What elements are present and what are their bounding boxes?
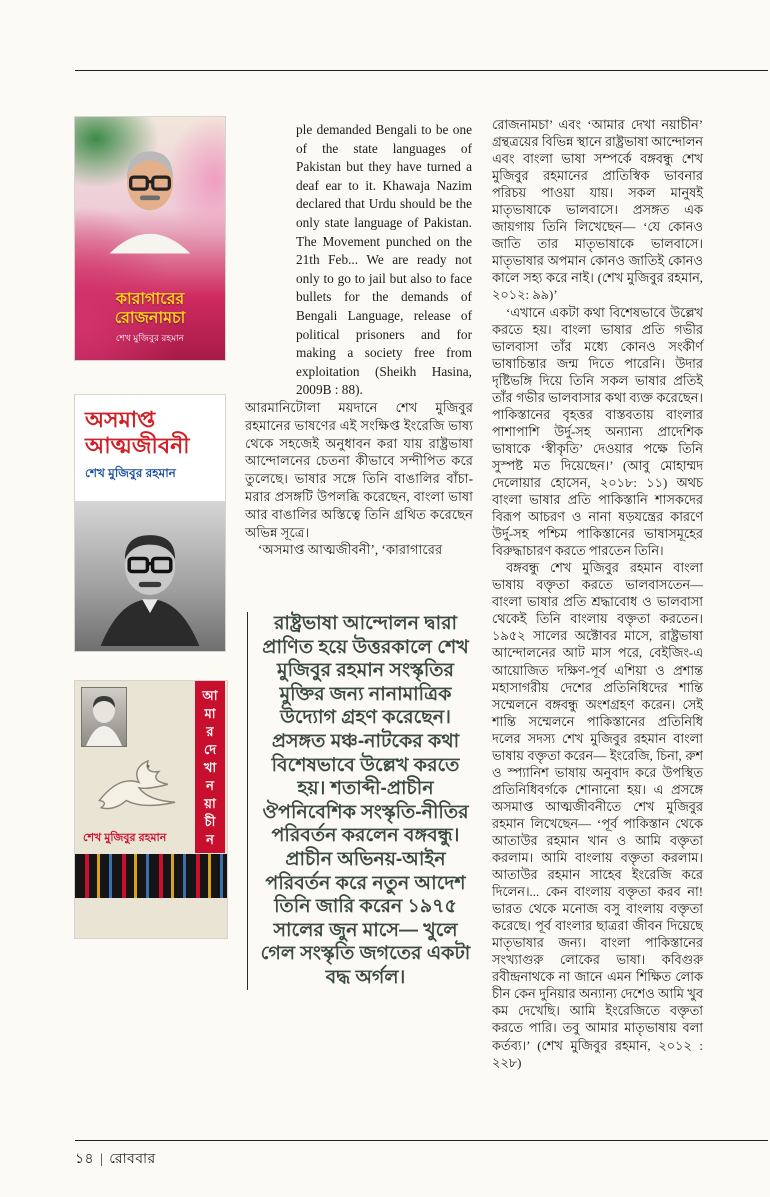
cover3-title-char: আ <box>202 688 218 703</box>
right-paragraph-1: রোজনামচা’ এবং ‘আমার দেখা নয়াচীন’ গ্রন্থত্রয়ের বিভিন্ন স্থানে রাষ্ট্রভাষা আন্দোলন এবং বাংলা ভাষা সম্পর্কে বঙ্গবন্ধু শেখ মুজিবুর রহমানের প্রাতিস্বিক ভাবনার পরিচয় পাওয়া যায়। সকল মানুষই মাতৃভাষাকে ভালবাসে। প্রসঙ্গত এক জায়গায় তিনি লিখেছেন— ‘যে কোনও জাতি তার মাতৃভাষাকে ভালবাসে। মাতৃভাষার অপমান কোনও জাতিই কোনও কালে সহ্য করে নাই। (শেখ মুজিবুর রহমান, ২০১২: ৯৯)’ <box>492 118 703 303</box>
right-paragraph-3: বঙ্গবন্ধু শেখ মুজিবুর রহমান বাংলা ভাষায় বক্তৃতা করতে ভালবাসতেন— বাংলা ভাষার প্রতি শ্রদ্ধাবোধ ও ভালবাসা থেকেই তিনি বাংলায় বক্তৃতা করতেন। ১৯৫২ সালের অক্টোবর মাসে, রাষ্ট্রভাষা আন্দোলনের আট মাস পরে, বেইজিং-এ আয়োজিত দক্ষিণ-পূর্ব এশিয়া ও প্রশান্ত মহাসাগরীয় দেশের প্রতিনিধিদের শান্তি সম্মেলনে বঙ্গবন্ধু অংশগ্রহণ করেন। সেই শান্তি সম্মেলনে পাকিস্তানের প্রতিনিধি দলের সদস্য শেখ মুজিবুর রহমান বাংলা ভাষায় বক্তৃতা করেন— ইংরেজি, চিনা, রুশ ও স্প্যানিশ ভাষায় অনুবাদ করে উপস্থিত প্রতিনিধিবর্গকে শোনানো হয়। এ প্রসঙ্গে অসমাপ্ত আত্মজীবনীতে শেখ মুজিবুর রহমান লিখেছেন— ‘পূর্ব পাকিস্তান থেকে আতাউর রহমান খান ও আমি বক্তৃতা করলাম। আমি বাংলায় বক্তৃতা করলাম। আতাউর রহমান সাহেব ইংরেজি করে দিলেন।... কেন বাংলায় বক্তৃতা করব না! ভারত থেকে মনোজ বসু বাংলায় বক্তৃতা করেছে। পূর্ব বাংলার ছাত্ররা জীবন দিয়েছে মাতৃভাষার জন্য। বাংলা পাকিস্তানের সংখ্যাগুরু লোকের ভাষা। কবিগুরু রবীন্দ্রনাথকে না জানে এমন শিক্ষিত লোক চীন কেন দুনিয়ার অন্যান্য দেশেও আমি খুব কম দেখেছি। আমি ইংরেজিতে বক্তৃতা করতে পারি। তবু আমার মাতৃভাষায় বলা কর্তব্য।’ (শেখ মুজিবুর রহমান, ২০১২ : ২২৮) <box>492 561 703 1070</box>
cover3-decorative-band <box>75 854 227 898</box>
book-cover-amar-dekha-nayachin <box>75 681 227 938</box>
cover2-author: শেখ মুজিবুর রহমান <box>85 465 176 480</box>
cover2-title-line2: আত্মজীবনী <box>85 432 190 458</box>
cover1-title <box>75 290 225 328</box>
english-block-quote: ple demanded Bengali to be one of the state languages of Pakistan but they have turned a deaf ear to it. Khawaja Nazim declared that Urdu should be the only state language of Pakistan. The Movement punched on the 21th Feb... We are ready not only to go to jail but also to face bullets for the demands of Bengali Language, release of political prisoners and for making a society free from exploitation (Sheikh Hasina, 2009B : 88). <box>296 122 472 398</box>
cover2-photo-bw <box>75 501 225 651</box>
bottom-rule <box>75 1140 768 1141</box>
cover3-small-photo <box>82 688 126 746</box>
right-paragraph-2: ‘এখানে একটা কথা বিশেষভাবে উল্লেখ করতে হয়। বাংলা ভাষার প্রতি গভীর ভালবাসা তাঁর মধ্যে কোনও সংকীর্ণ ভাষাচিন্তার জন্ম দিতে পারেনি। উদার দৃষ্টিভঙ্গি দিয়ে তিনি সকল ভাষার প্রতিই তাঁর গভীর ভালবাসার কথা ব্যক্ত করেছেন। পাকিস্তানের বৃহত্তর বাস্তবতায় বাংলার পাশাপাশি উর্দু-সহ অন্যান্য প্রাদেশিক ভাষাকে ‘স্বীকৃতি’ দেওয়ার পক্ষে তিনি সুস্পষ্ট মত দিয়েছেন।’ (আবু মোহাম্মদ দেলোয়ার হোসেন, ২০১৮: ১১) অথচ বাংলা ভাষার প্রতি পাকিস্তানি শাসকদের বিরূপ আচরণ ও নানা ষড়যন্ত্রের কারণে উর্দু-সহ পশ্চিম পাকিস্তানের ভাষাসমূহের বিরুদ্ধাচারণ করতে পারতেন তিনি। <box>492 305 703 559</box>
cover3-title-char: চী <box>204 814 216 829</box>
small-portrait-photo <box>82 688 126 746</box>
portrait-sheikh-mujib-painting <box>104 137 196 255</box>
cover2-title-line1: অসমাপ্ত <box>85 407 156 432</box>
portrait-sheikh-mujib-photo <box>85 511 215 651</box>
cover3-title-char: র <box>206 724 214 739</box>
magazine-name: রোববার <box>109 1152 156 1167</box>
cover3-title-char: ন <box>206 778 214 793</box>
dove-illustration <box>85 747 193 835</box>
page-number: ১৪ <box>75 1152 94 1167</box>
book-cover-osomapto-attojiboni <box>75 395 225 651</box>
right-column-body <box>492 117 703 1072</box>
cover3-vertical-title <box>195 681 225 853</box>
middle-continuation-line: ‘অসমাপ্ত আত্মজীবনী’, ‘কারাগারের <box>258 542 443 558</box>
cover3-title-char: খা <box>203 760 217 775</box>
footer-folio <box>75 1147 156 1171</box>
cover1-author: শেখ মুজিবুর রহমান <box>115 333 185 343</box>
cover3-title-char: মা <box>204 706 216 721</box>
folio-separator: | <box>99 1152 104 1167</box>
cover3-title-char: ন <box>206 832 214 847</box>
cover3-title-char: য়া <box>204 796 216 811</box>
book-cover-karagarer-rojnamcha <box>75 117 225 360</box>
cover3-author: শেখ মুজিবুর রহমান <box>83 832 167 844</box>
cover1-title-line2: রোজনামচা <box>114 309 186 327</box>
cover3-title-char: দে <box>203 742 217 757</box>
pull-quote: রাষ্ট্রভাষা আন্দোলন দ্বারা প্রাণিত হয়ে উত্তরকালে শেখ মুজিবুর রহমান সংস্কৃতির মুক্তির জন্য নানামাত্রিক উদ্যোগ গ্রহণ করেছেন। প্রসঙ্গত মঞ্চ-নাটকের কথা বিশেষভাবে উল্লেখ করতে হয়। শতাব্দী-প্রাচীন ঔপনিবেশিক সংস্কৃতি-নীতির পরিবর্তন করলেন বঙ্গবন্ধু। প্রাচীন অভিনয়-আইন পরিবর্তন করে নতুন আদেশ তিনি জারি করেন ১৯৭৫ সালের জুন মাসে— খুলে গেল সংস্কৃতি জগতের একটা বদ্ধ অর্গল। <box>247 612 472 990</box>
cover1-title-line1: কারাগারের <box>115 290 185 308</box>
middle-column-body <box>245 399 473 559</box>
top-rule <box>75 70 768 71</box>
middle-bengali-paragraph: আরমানিটোলা ময়দানে শেখ মুজিবুর রহমানের ভাষণের এই সংক্ষিপ্ত ইংরেজি ভাষ্য থেকে সহজেই অনুধাবন করা যায় রাষ্ট্রভাষা আন্দোলনের চেতনা কীভাবে সন্দীপিত করে তুলেছে। ভাষার সঙ্গে তিনি বাঙালির বাঁচা-মরার প্রসঙ্গটি উপলব্ধি করেছেন, বাংলা ভাষা আর বাঙালির অস্তিত্বে তিনি গ্রথিত করেছেন অভিন্ন সূত্রে। <box>245 400 473 540</box>
